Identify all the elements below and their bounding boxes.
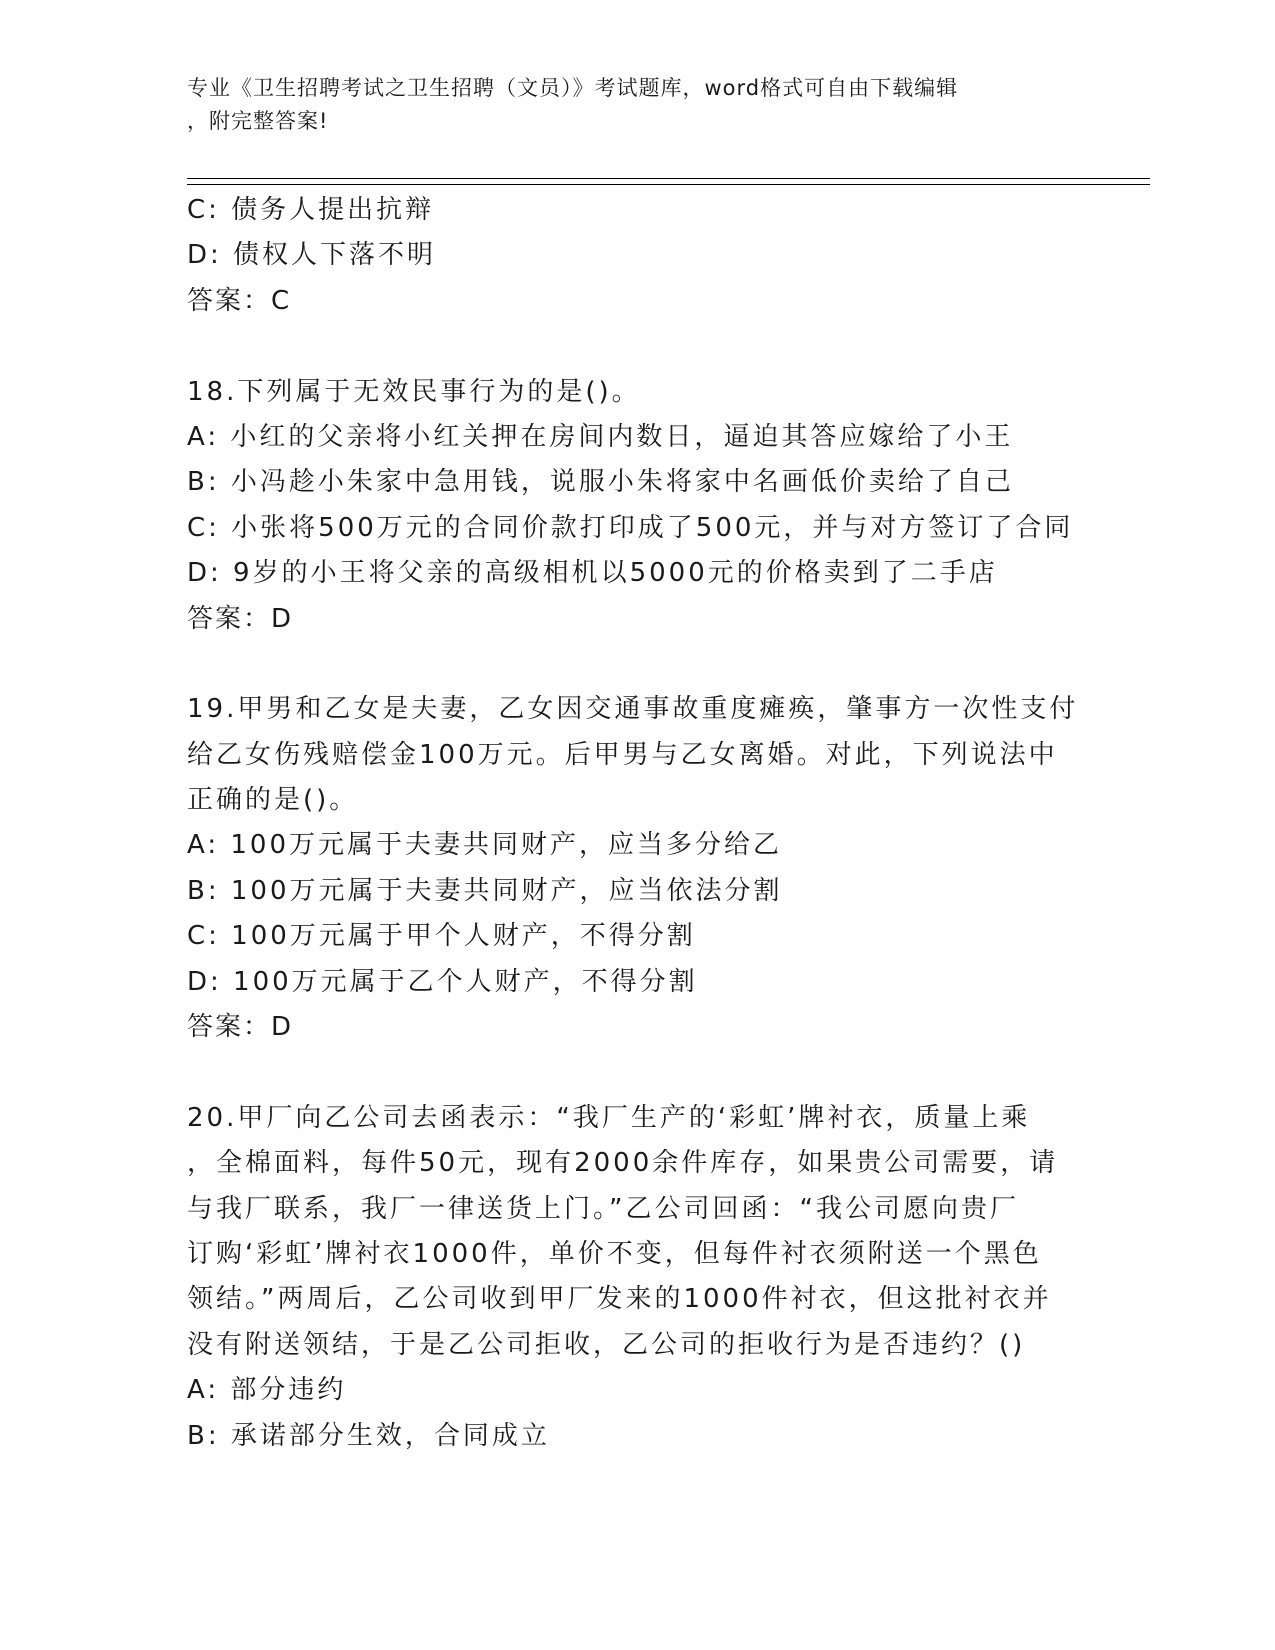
- q18-stem: 18.下列属于无效民事行为的是()。: [187, 376, 641, 407]
- q20-stem-line: 与我厂联系，我厂一律送货上门。”乙公司回函：“我公司愿向贵厂: [187, 1193, 1019, 1224]
- q19-answer: 答案：D: [187, 1012, 294, 1043]
- q18-option-a: A: 小红的父亲将小红关押在房间内数日，逼迫其答应嫁给了小王: [187, 421, 1014, 452]
- q18-answer: 答案：D: [187, 603, 294, 634]
- question-content: [187, 188, 1087, 1459]
- q18-option-b: B: 小冯趁小朱家中急用钱，说服小朱将家中名画低价卖给了自己: [187, 467, 1014, 498]
- q19-option-d: D: 100万元属于乙个人财产，不得分割: [187, 966, 698, 997]
- q19-option-c: C: 100万元属于甲个人财产，不得分割: [187, 921, 696, 952]
- q19-stem-line: 19.甲男和乙女是夫妻，乙女因交通事故重度瘫痪，肇事方一次性支付: [187, 694, 1079, 725]
- q18-option-d: D: 9岁的小王将父亲的高级相机以5000元的价格卖到了二手店: [187, 558, 998, 589]
- spacer: [187, 642, 1087, 687]
- q19-option-a: A: 100万元属于夫妻共同财产，应当多分给乙: [187, 830, 782, 861]
- spacer: [187, 324, 1087, 369]
- q19-stem-line: 正确的是()。: [187, 785, 359, 816]
- q20-option-b: B: 承诺部分生效，合同成立: [187, 1420, 550, 1451]
- header-divider: [187, 178, 1150, 185]
- q20-stem-line: ，全棉面料，每件50元，现有2000余件库存，如果贵公司需要，请: [187, 1148, 1059, 1179]
- q19-stem-line: 给乙女伤残赔偿金100万元。后甲男与乙女离婚。对此，下列说法中: [187, 739, 1058, 770]
- q20-stem-line: 领结。”两周后，乙公司收到甲厂发来的1000件衬衣，但这批衬衣并: [187, 1284, 1052, 1315]
- q19-option-b: B: 100万元属于夫妻共同财产，应当依法分割: [187, 875, 783, 906]
- q17-option-d: D: 债权人下落不明: [187, 240, 437, 271]
- q20-stem-line: 20.甲厂向乙公司去函表示：“我厂生产的‘彩虹’牌衬衣，质量上乘: [187, 1102, 1031, 1133]
- page-header: [187, 72, 1067, 138]
- header-line-2: ，附完整答案!: [187, 109, 329, 133]
- q20-option-a: A: 部分违约: [187, 1375, 347, 1406]
- q20-stem-line: 没有附送领结，于是乙公司拒收，乙公司的拒收行为是否违约？(): [187, 1329, 1026, 1360]
- q18-option-c: C: 小张将500万元的合同价款打印成了500元，并与对方签订了合同: [187, 512, 1074, 543]
- header-line-1: 专业《卫生招聘考试之卫生招聘（文员）》考试题库，word格式可自由下载编辑: [187, 76, 959, 100]
- q17-answer: 答案：C: [187, 285, 292, 316]
- q20-stem-line: 订购‘彩虹’牌衬衣1000件，单价不变，但每件衬衣须附送一个黑色: [187, 1238, 1042, 1269]
- spacer: [187, 1050, 1087, 1095]
- q17-option-c: C: 债务人提出抗辩: [187, 195, 435, 225]
